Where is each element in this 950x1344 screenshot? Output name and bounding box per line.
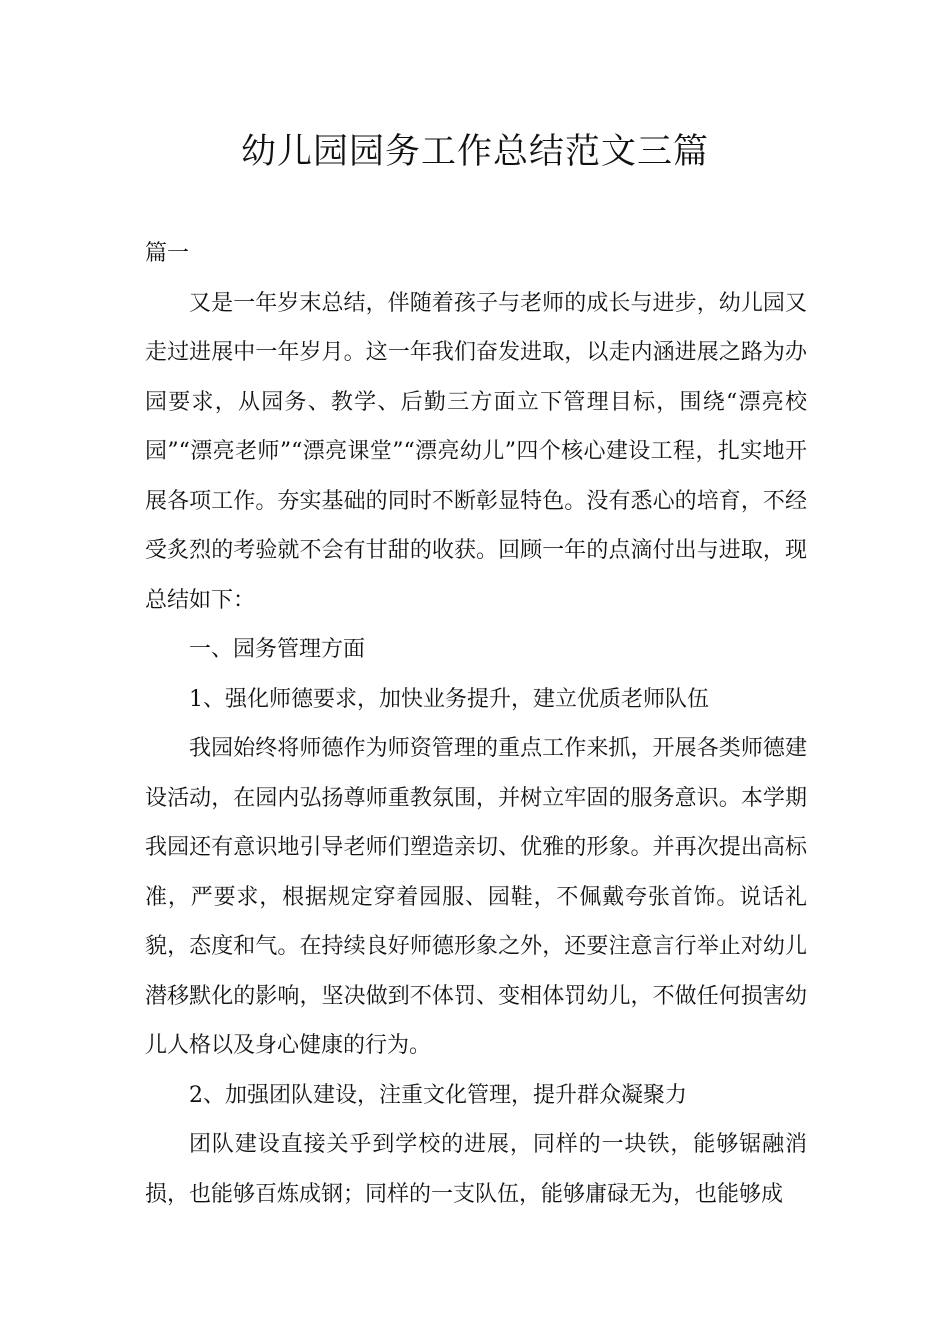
- paragraph: 又是一年岁末总结，伴随着孩子与老师的成长与进步，幼儿园又走过进展中一年岁月。这一年我们奋发进取，以走内涵进展之路为办园要求，从园务、教学、后勤三方面立下管理目标，围绕“漂亮校园”“漂亮老师”“漂亮课堂”“漂亮幼儿”四个核心建设工程，扎实地开展各项工作。夯实基础的同时不断彰显特色。没有悉心的培育，不经受炙烈的考验就不会有甘甜的收获。回顾一年的点滴付出与进取，现总结如下：: [145, 290, 807, 613]
- paragraph: 我园始终将师德作为师资管理的重点工作来抓，开展各类师德建设活动，在园内弘扬尊师重教氛围，并树立牢固的服务意识。本学期我园还有意识地引导老师们塑造亲切、优雅的形象。并再次提出高标准，严要求，根据规定穿着园服、园鞋，不佩戴夸张首饰。说话礼貌，态度和气。在持续良好师德形象之外，还要注意言行举止对幼儿潜移默化的影响，坚决做到不体罚、变相体罚幼儿，不做任何损害幼儿人格以及身心健康的行为。: [145, 736, 807, 1058]
- section-heading: 篇一: [145, 241, 190, 266]
- subsection-heading: 一、园务管理方面: [189, 637, 366, 662]
- subsection-heading: 1、强化师德要求，加快业务提升，建立优质老师队伍: [189, 686, 709, 712]
- subsection-heading: 2、加强团队建设，注重文化管理，提升群众凝聚力: [189, 1082, 687, 1108]
- paragraph: 团队建设直接关乎到学校的进展，同样的一块铁，能够锯融消损，也能够百炼成钢；同样的一支队伍，能够庸碌无为，也能够成: [145, 1132, 807, 1207]
- document-body: [145, 229, 807, 1219]
- document-title: 幼儿园园务工作总结范文三篇: [240, 132, 709, 172]
